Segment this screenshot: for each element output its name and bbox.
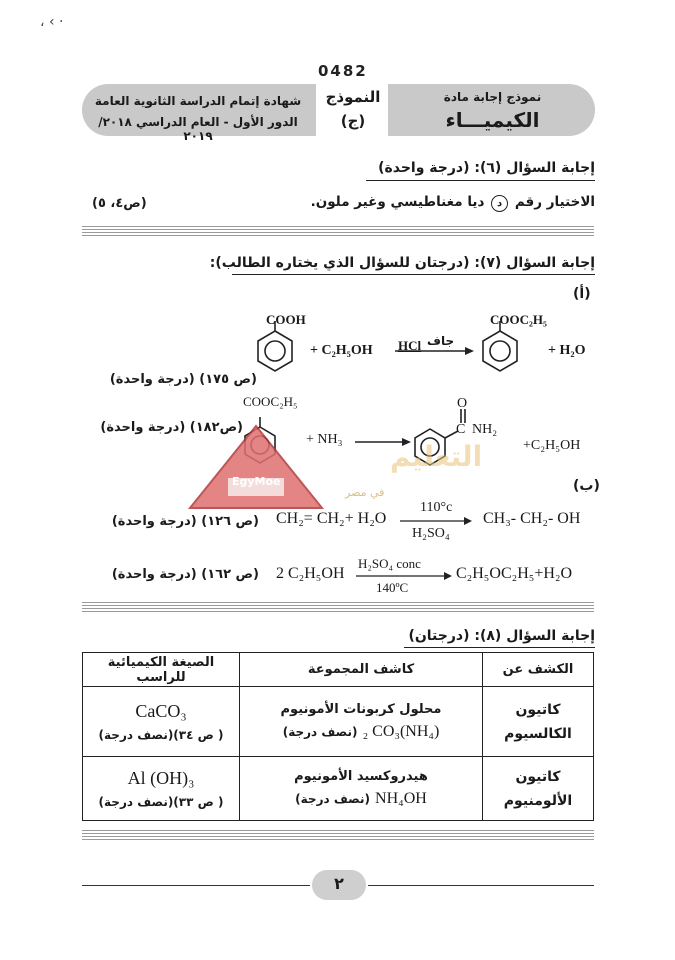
- eq1-condition: جاف: [427, 334, 455, 348]
- eq4-lhs: 2 C₂H₅OH: [276, 565, 345, 582]
- q6-answer-prefix: الاختيار رقم: [514, 194, 595, 210]
- q8-table: [82, 652, 594, 821]
- separator: [82, 226, 594, 238]
- eq2-amide-oxygen: O: [457, 396, 468, 411]
- eq1-arrowhead: [465, 347, 474, 355]
- eq2-ref: (ص١٨٢) (درجة واحدة): [100, 420, 243, 435]
- row-ion-text: كاتيون الألومنيوم: [503, 768, 573, 809]
- eq4-ref: (ص ١٦٢) (درجة واحدة): [111, 567, 259, 582]
- eq1-reactant-group: COOH: [266, 312, 306, 327]
- eq1-plus-ethanol: + C₂H₅OH: [310, 343, 373, 358]
- eq2-amide-nh2: NH₂: [472, 422, 498, 437]
- row-reagent-line: [240, 721, 482, 741]
- table-header-cell: الكشف عن: [483, 653, 594, 687]
- q7-part-a: (أ): [573, 286, 591, 302]
- eq4-rhs: C₂H₅OC₂H₅+H₂O: [456, 565, 573, 582]
- eq1-catalyst: HCl: [398, 338, 422, 353]
- header-subject-title: الكيميـــاء: [445, 108, 540, 132]
- row-reagent-name: محلول كربونات الأمونيوم: [280, 702, 442, 717]
- q6-title-underline: [366, 180, 595, 181]
- row-precipitate: [83, 757, 240, 821]
- table-row: [83, 687, 594, 757]
- footer-line-right: [368, 885, 594, 886]
- row-reagent-formula: (NH₄)₂ CO₃: [362, 723, 440, 740]
- table-row: [83, 757, 594, 821]
- q6-page-ref: (ص٤، ٥): [92, 196, 147, 211]
- page-number: ٢: [334, 874, 344, 893]
- eq3-lhs: CH₂= CH₂+ H₂O: [276, 510, 387, 527]
- watermark-text: التعليم: [390, 440, 483, 473]
- eq3-ref: (ص ١٢٦) (درجة واحدة): [111, 514, 259, 529]
- header-model-label: النموذج: [325, 88, 381, 106]
- eq4-above: H₂SO₄ conc: [358, 556, 421, 571]
- row-reagent-name: هيدروكسيد الأمونيوم: [294, 769, 428, 784]
- watermark-logo: [186, 422, 326, 512]
- q6-answer: [311, 194, 595, 212]
- header-subject-small: نموذج إجابة مادة: [443, 90, 542, 104]
- row-ion: [483, 687, 594, 757]
- row-ion-text: كاتيون الكالسيوم: [504, 701, 572, 742]
- row-ion: [483, 757, 594, 821]
- q6-answer-choice: د: [491, 195, 508, 212]
- row-reagent-grade: (نصف درجة): [282, 725, 358, 739]
- watermark-sub: في مصر: [345, 486, 385, 499]
- eq2-byproduct: +C₂H₅OH: [523, 438, 581, 453]
- table-header-row: [83, 653, 594, 687]
- row-precipitate-formula: Al (OH)₃: [127, 768, 195, 788]
- table-header-cell: الصيغة الكيميائية للراسب: [83, 653, 240, 687]
- row-reagent: [240, 757, 483, 821]
- eq2-reactant-group: COOC₂H₅: [243, 394, 298, 409]
- q7-part-b: (ب): [573, 478, 600, 494]
- header-model-value: (ج): [340, 112, 366, 130]
- eq2-plus-ammonia: + NH₃: [306, 432, 343, 447]
- row-precipitate-ref: ( ص ٣٣)(نصف درجة): [98, 795, 224, 809]
- q6-answer-text: ديا مغناطيسي وغير ملون.: [310, 194, 485, 210]
- q6-title: إجابة السؤال (٦): (درجة واحدة): [378, 160, 595, 176]
- watermark-brand: EgyMoe: [232, 475, 281, 488]
- eq2-amide-carbon: C: [456, 422, 466, 437]
- eq3-rhs: CH₃- CH₂- OH: [483, 510, 581, 527]
- q8-title: إجابة السؤال (٨): (درجتان): [408, 628, 595, 644]
- eq3-arrow: [400, 516, 472, 526]
- row-reagent-line: [240, 788, 482, 808]
- footer-line-left: [82, 885, 310, 886]
- header-session: الدور الأول - العام الدراسي ٢٠١٨/ ٢٠١٩: [98, 115, 298, 143]
- row-reagent: [240, 687, 483, 757]
- table-header-cell: كاشف المجموعة: [240, 653, 483, 687]
- row-reagent-grade: (نصف درجة): [295, 792, 370, 806]
- q8-title-underline: [404, 647, 595, 648]
- header-certificate: شهادة إتمام الدراسة الثانوية العامة: [94, 94, 302, 108]
- separator: [82, 830, 594, 842]
- eq1-benzene-ring: [258, 321, 292, 371]
- separator: [82, 602, 594, 614]
- row-precipitate-formula: CaCO₃: [135, 701, 187, 721]
- eq1-ref: (ص ١٧٥) (درجة واحدة): [109, 372, 257, 387]
- eq1-plus-water: + H₂O: [548, 343, 586, 358]
- eq3-above: 110°c: [420, 500, 453, 515]
- row-precipitate: [83, 687, 240, 757]
- row-precipitate-ref: ( ص ٣٤)(نصف درجة): [98, 728, 224, 742]
- row-reagent-formula: NH₄OH: [375, 790, 427, 807]
- q7-title: إجابة السؤال (٧): (درجتان للسؤال الذي يختاره الطالب):: [209, 255, 595, 271]
- eq3-below: H₂SO₄: [412, 526, 450, 541]
- eq1-product-ring: [483, 321, 517, 371]
- q7-title-underline: [232, 274, 595, 275]
- corner-marks: ، ‹ ·: [40, 14, 64, 30]
- eq4-below: 140ºC: [376, 580, 409, 595]
- page-code: 0482: [318, 62, 368, 80]
- eq1-product-group: COOC₂H₅: [490, 312, 547, 327]
